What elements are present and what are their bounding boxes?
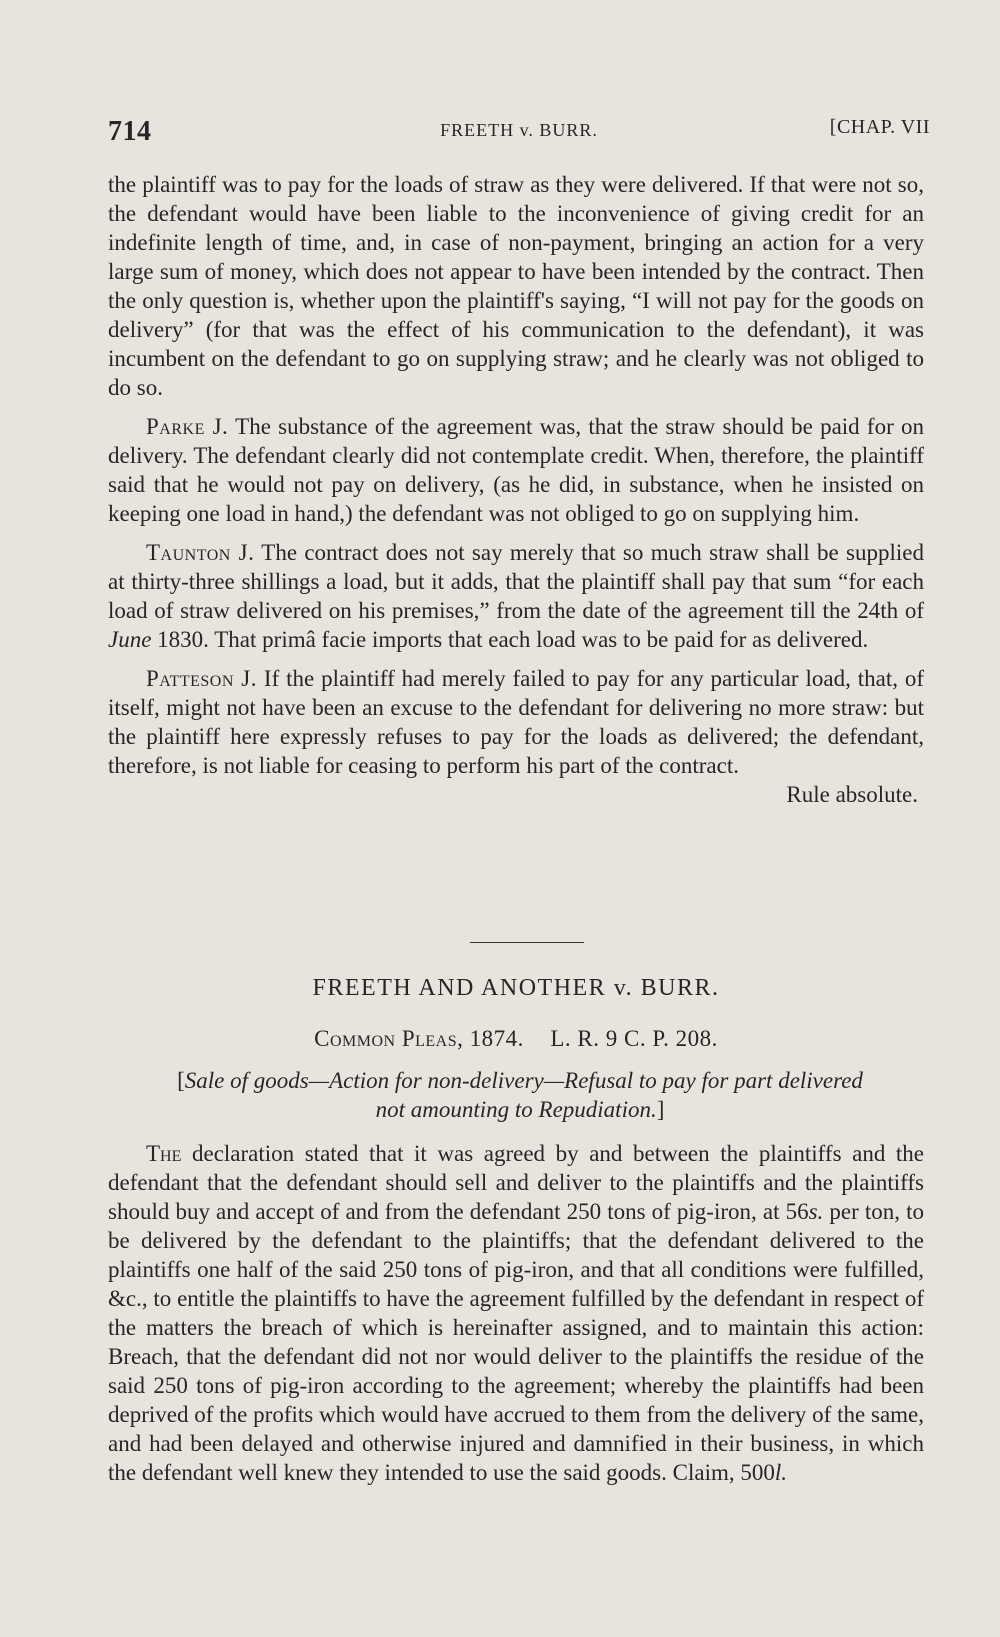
taunton-opinion — [108, 538, 924, 654]
pound-abbrev: l. — [774, 1460, 787, 1485]
running-head — [108, 116, 930, 150]
ruling: Rule absolute. — [786, 782, 918, 807]
opinion-text: The substance of the agreement was, that the straw should be paid for on delivery. The defendant clearly did not contemplate credit. When, therefore, the plaintiff said that he would not pay on delivery, (as he did, in substance, when he insisted on keeping one load in hand,) the defendant was not obliged to go on supplying him. — [108, 414, 924, 526]
chapter-label: [CHAP. VII — [829, 116, 930, 138]
judge-name: Patteson J. — [146, 666, 257, 691]
declaration-body: declaration stated that it was agreed by and between the plaintiffs and the defendant that the defendant should sell and deliver to the plaintiffs and the plaintiffs should buy and accept of and from the defendant 250 tons of pig-iron, at 56 — [108, 1141, 925, 1224]
opening-paragraph: the plaintiff was to pay for the loads of straw as they were delivered. If that were not so, the defendant would have been liable to the inconvenience of giving credit for an indefinite length of time, and, in case of non-payment, bringing an action for a very large sum of money, which does not appear to have been intended by the contract. Then the only question is, whether upon the plaintiff's saying, “I will not pay for the goods on delivery” (for that was the effect of his communication to the defendant), it was incumbent on the defendant to go on supplying straw; and he clearly was not obliged to do so. — [108, 172, 924, 400]
section-divider — [470, 942, 584, 943]
court-and-citation — [108, 1026, 924, 1052]
declaration-body: per ton, to be delivered by the defendant to the plaintiffs; that the defendant delivered to the plaintiffs one half of the said 250 tons of pig-iron, and that all conditions were fulfilled, &c., to entitle the plaintiffs to have the agreement fulfilled by the defendant in respect of the matters the breach of which is hereinafter assigned, and to maintain this action: Breach, that the defendant did not nor would deliver to the plaintiffs the residue of the said 250 tons of pig-iron according to the agreement; whereby the plaintiffs had been deprived of the profits which would have accrued to them from the delivery of the same, and had been delayed and otherwise injured and damnified in their business, in which the defendant well knew they intended to use the said goods. Claim, 500 — [108, 1199, 925, 1485]
judge-name: Parke J. — [146, 414, 229, 439]
opinion-text: The contract does not say merely that so much straw shall be supplied at thirty-three shillings a load, but it adds, that the plaintiff shall pay that sum “for each load of straw delivered on his premises,” from the date of the agreement till the 24th of — [108, 540, 924, 623]
declaration-text — [108, 1139, 924, 1487]
judgment-text — [108, 170, 924, 809]
opinion-text: 1830. That primâ facie imports that each load was to be paid for as delivered. — [157, 627, 869, 652]
case-title: FREETH AND ANOTHER v. BURR. — [312, 975, 720, 1001]
headnote-text: Sale of goods—Action for non-delivery—Refusal to pay for part delivered not amounting to Repudiation. — [184, 1068, 863, 1122]
declaration-paragraph — [108, 1139, 924, 1487]
close-bracket: ] — [656, 1097, 665, 1122]
open-bracket: [ — [177, 1068, 185, 1093]
page-number: 714 — [108, 116, 152, 147]
opinion-text: If the plaintiff had merely failed to pay for any particular load, that, of itself, might not have been an excuse to the defendant for delivering no more straw: but the plaintiff here expressly refuses to pay for the loads as delivered; the defendant, therefore, is not liable for ceasing to perform his part of the contract. — [108, 666, 925, 778]
lead-word: The — [146, 1141, 182, 1166]
patteson-opinion — [108, 664, 924, 780]
court-name: Common Pleas, 1874. — [314, 1026, 524, 1051]
judge-name: Taunton J. — [146, 540, 255, 565]
shillings-abbrev: s. — [808, 1199, 824, 1224]
parke-opinion — [108, 412, 924, 528]
law-report-citation: L. R. 9 C. P. 208. — [550, 1026, 718, 1051]
running-head-title: FREETH v. BURR. — [440, 120, 598, 140]
opinion-text-italic: June — [108, 627, 152, 652]
headnote — [160, 1066, 880, 1124]
